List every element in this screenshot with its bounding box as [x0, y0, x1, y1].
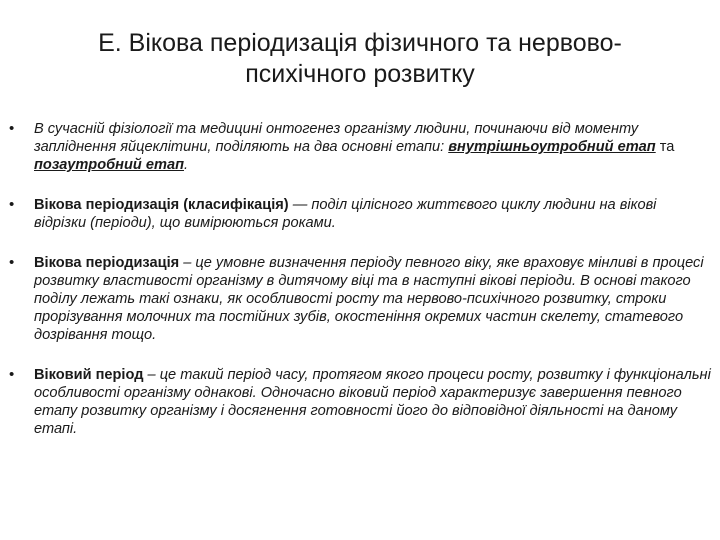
bullet-text: – це такий період часу, протягом якого процеси росту, розвитку і функціональні особливості організму однакові. Одночасно віковий період характеризує завершення певного етапу розвитку організму і досягнення готовності його до відповідної діяльності на даному етапі. — [34, 367, 711, 437]
bullet-icon: • — [9, 366, 15, 383]
bullet-icon: • — [9, 254, 15, 271]
title-line-2: психічного розвитку — [245, 60, 475, 88]
slide-title — [40, 28, 680, 90]
bullet-list — [0, 120, 720, 460]
bullet-text: . — [183, 157, 189, 173]
bullet-icon: • — [9, 120, 15, 137]
bullet-item-periodization — [0, 254, 720, 344]
bullet-item-age-period — [0, 366, 720, 438]
bullet-item-classification — [0, 196, 720, 232]
bullet-icon: • — [9, 196, 15, 213]
bullet-bold-term: внутрішньоутробний етап — [448, 139, 656, 155]
bullet-text: — поділ цілісного життєвого циклу людини на вікові відрізки (періоди), що вимірюються роками. — [34, 197, 657, 231]
bullet-text: та — [655, 139, 675, 155]
bullet-text: – це умовне визначення періоду певного віку, яке враховує мінливі в процесі розвитку властивості організму в дитячому віці та в наступні вікові періоди. В основі такого поділу лежать такі ознаки, як особливості росту та нервово-психічного розвитку, строки прорізування молочних та постійних зубів, окостеніння окремих частин скелету, статевого дозрівання тощо. — [34, 255, 704, 343]
bullet-bold-term: Віковий період — [34, 367, 144, 383]
title-line-1: Е. Вікова періодизація фізичного та нервово- — [98, 29, 622, 57]
bullet-bold-term: Вікова періодизація — [34, 255, 180, 271]
bullet-bold-term: Вікова періодизація (класифікація) — [34, 197, 289, 213]
bullet-item-ontogenesis — [0, 120, 720, 174]
bullet-bold-term: позаутробний етап — [34, 157, 184, 173]
bullet-text: В сучасній фізіології та медицині онтогенез організму людини, починаючи від моменту запліднення яйцеклітини, поділяють на два основні етапи: — [34, 121, 639, 155]
